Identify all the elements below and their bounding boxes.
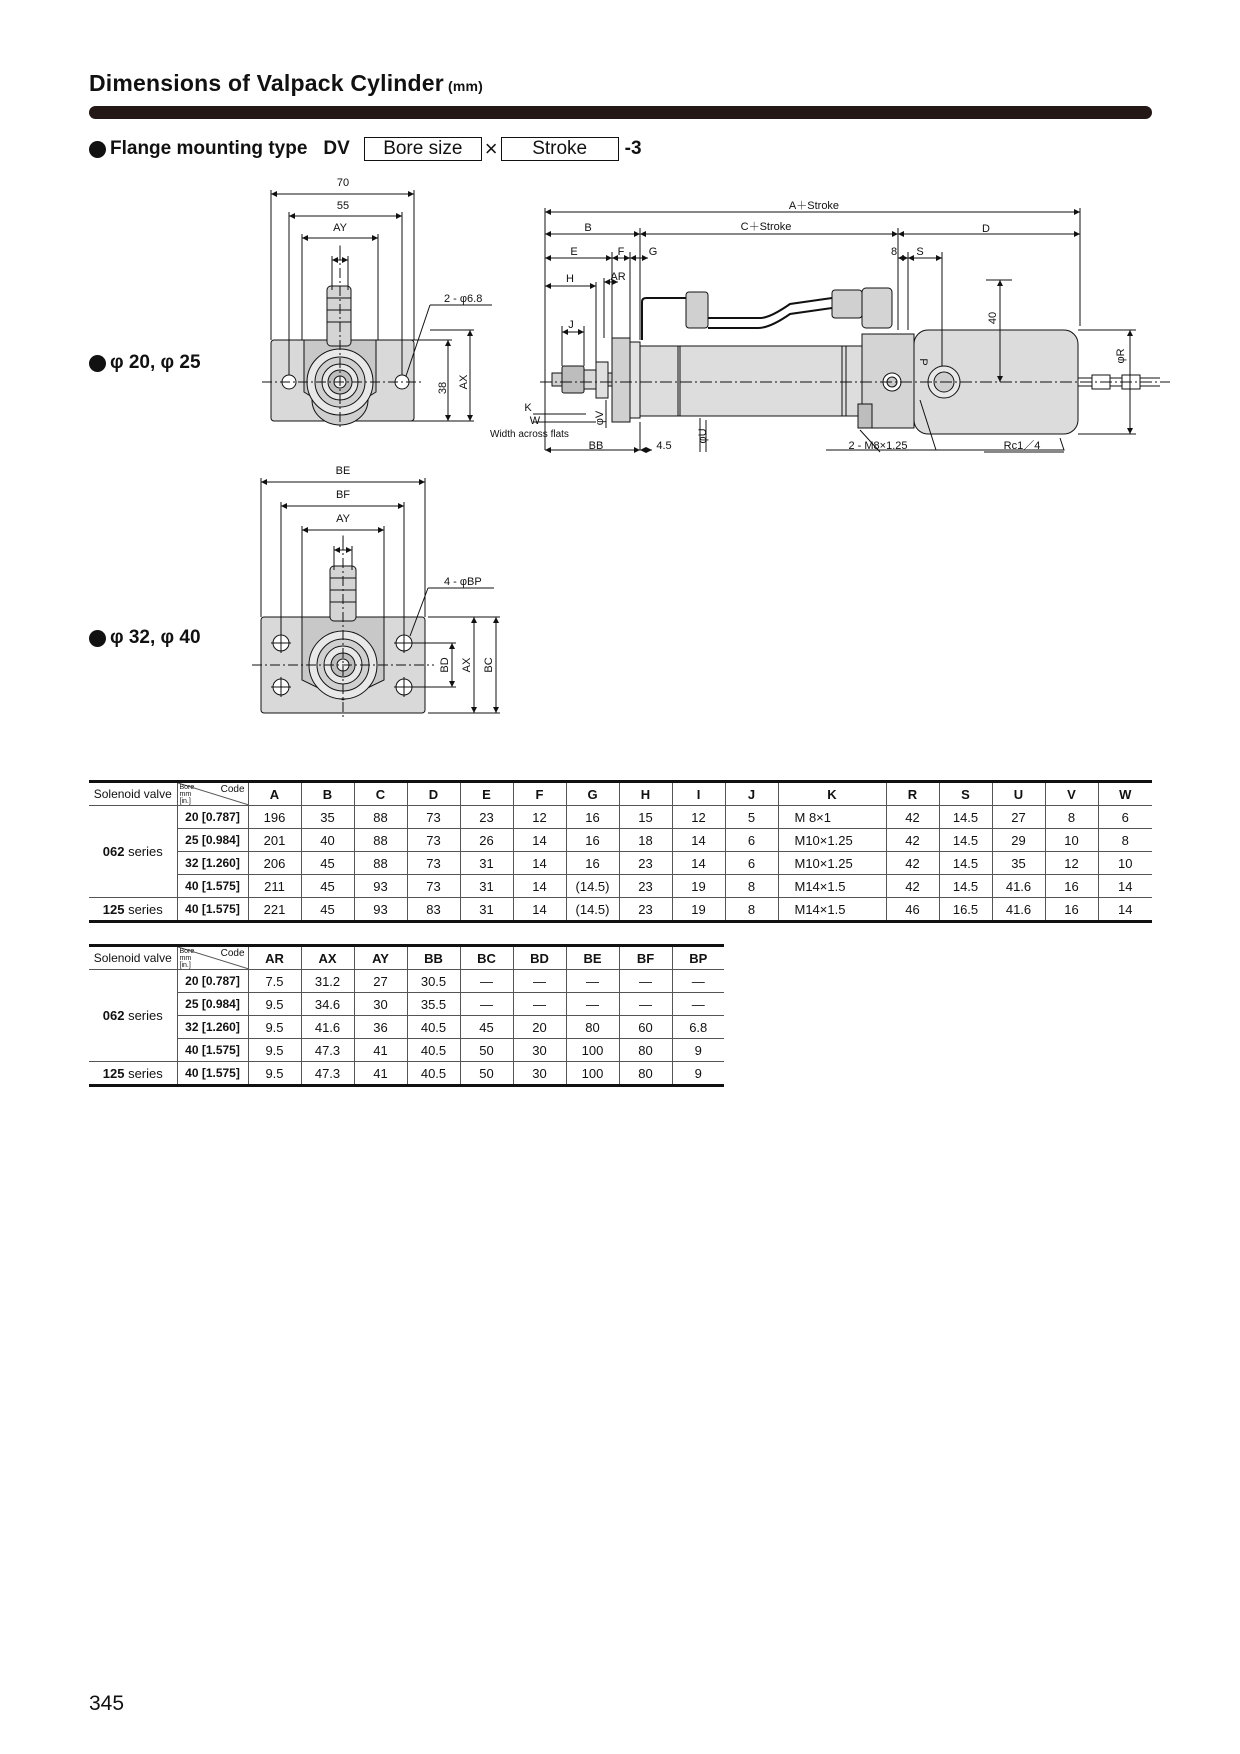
series-word: series — [128, 844, 163, 859]
series-125-number: 125 — [102, 1065, 125, 1081]
value-cell: 80 — [619, 1039, 672, 1062]
col-f: F — [513, 782, 566, 806]
value-cell: 23 — [460, 806, 513, 829]
value-cell: 31 — [460, 898, 513, 922]
dim-h-label: H — [566, 273, 574, 285]
value-cell: — — [460, 970, 513, 993]
value-cell: 19 — [672, 898, 725, 922]
dim-p-label: P — [917, 358, 929, 366]
value-cell: 40 — [301, 829, 354, 852]
value-cell: 45 — [301, 852, 354, 875]
front-view-small — [262, 190, 492, 428]
bore-cell: 40 [1.575] — [177, 898, 248, 922]
value-cell: 16.5 — [939, 898, 992, 922]
dim-i-label: I — [338, 244, 342, 256]
table-row — [89, 875, 1152, 898]
col-e: E — [460, 782, 513, 806]
value-cell: — — [619, 970, 672, 993]
value-cell: 45 — [460, 1016, 513, 1039]
value-cell: (14.5) — [566, 875, 619, 898]
table-row — [89, 852, 1152, 875]
hole-callout-2-label: 4 - φBP — [444, 576, 482, 588]
value-cell: 31 — [460, 852, 513, 875]
col-s: S — [939, 782, 992, 806]
code-header-2: Code — [220, 948, 245, 959]
title-text: Dimensions of Valpack Cylinder — [89, 70, 444, 96]
value-cell: 26 — [460, 829, 513, 852]
value-cell: 9 — [672, 1062, 724, 1086]
value-cell: 14 — [1098, 898, 1152, 922]
code-bore-header — [177, 782, 248, 806]
value-cell: 73 — [407, 852, 460, 875]
col-bp: BP — [672, 946, 724, 970]
times-sign: × — [484, 136, 498, 161]
value-cell: 16 — [566, 806, 619, 829]
page-number: 345 — [89, 1692, 125, 1715]
dim-55-label: 55 — [336, 200, 350, 212]
value-cell: — — [513, 970, 566, 993]
bore-group-large-label: φ 32, φ 40 — [110, 627, 201, 648]
value-cell: 40.5 — [407, 1039, 460, 1062]
dim-r-label: φR — [1115, 348, 1127, 364]
value-cell: 40.5 — [407, 1016, 460, 1039]
value-cell: 42 — [886, 806, 939, 829]
table1-body — [89, 806, 1152, 922]
dim-v-label: φV — [594, 410, 606, 426]
thread-m8-label: 2 - M8×1.25 — [848, 440, 908, 452]
series-062-cell — [89, 970, 177, 1062]
value-cell: 47.3 — [301, 1062, 354, 1086]
value-cell: 18 — [619, 829, 672, 852]
value-cell: — — [566, 970, 619, 993]
value-cell: 41.6 — [992, 875, 1045, 898]
value-cell: 50 — [460, 1062, 513, 1086]
value-cell: 40.5 — [407, 1062, 460, 1086]
value-cell: 29 — [992, 829, 1045, 852]
value-cell: 42 — [886, 875, 939, 898]
dim-u-label: φU — [697, 428, 709, 444]
dimensions-table-1 — [89, 780, 1152, 923]
dim-bf-label: BF — [335, 489, 351, 501]
hole-callout-label: 2 - φ6.8 — [444, 293, 483, 305]
value-cell: M 8×1 — [778, 806, 886, 829]
dim-c-label: C＋Stroke — [740, 221, 792, 233]
bore-cell: 40 [1.575] — [177, 875, 248, 898]
col-bd: BD — [513, 946, 566, 970]
series-062-cell — [89, 806, 177, 898]
dimensions-table-2 — [89, 944, 724, 1087]
dim-40-label: 40 — [987, 311, 999, 325]
series-word: series — [128, 1065, 163, 1081]
col-i: I — [672, 782, 725, 806]
value-cell: 12 — [672, 806, 725, 829]
value-cell: 80 — [619, 1062, 672, 1086]
dim-g-label: G — [648, 246, 658, 258]
table-row — [89, 806, 1152, 829]
value-cell: 9.5 — [248, 1016, 301, 1039]
col-k: K — [778, 782, 886, 806]
dim-ar-label: AR — [610, 271, 626, 283]
dim-bd-label: BD — [439, 657, 451, 673]
table-row — [89, 970, 724, 993]
solenoid-valve-header-2: Solenoid valve — [89, 946, 177, 970]
value-cell: 23 — [619, 852, 672, 875]
value-cell: 6.8 — [672, 1016, 724, 1039]
value-cell: 14.5 — [939, 806, 992, 829]
series-062-number: 062 — [102, 1008, 125, 1023]
dim-b-label: B — [584, 222, 592, 234]
value-cell: 206 — [248, 852, 301, 875]
dim-k-label: K — [524, 402, 532, 414]
col-d: D — [407, 782, 460, 806]
dim-a-label: A＋Stroke — [788, 200, 840, 212]
value-cell: 20 — [513, 1016, 566, 1039]
value-cell: 80 — [566, 1016, 619, 1039]
value-cell: 88 — [354, 852, 407, 875]
value-cell: 16 — [1045, 875, 1098, 898]
value-cell: 9 — [672, 1039, 724, 1062]
value-cell: 10 — [1045, 829, 1098, 852]
dim-ay-label: AY — [333, 222, 347, 234]
value-cell: 30 — [513, 1039, 566, 1062]
col-h: H — [619, 782, 672, 806]
value-cell: 8 — [1045, 806, 1098, 829]
value-cell: 30.5 — [407, 970, 460, 993]
value-cell: (14.5) — [566, 898, 619, 922]
value-cell: — — [672, 970, 724, 993]
table2-body — [89, 970, 724, 1086]
value-cell: 14 — [513, 852, 566, 875]
value-cell: 8 — [725, 875, 778, 898]
table-row — [89, 1062, 724, 1086]
value-cell: 42 — [886, 852, 939, 875]
dim-be-label: BE — [335, 465, 351, 477]
value-cell: 93 — [354, 875, 407, 898]
value-cell: 88 — [354, 829, 407, 852]
table-row — [89, 829, 1152, 852]
value-cell: — — [619, 993, 672, 1016]
dim-d-label: D — [982, 223, 990, 235]
value-cell: 16 — [566, 829, 619, 852]
value-cell: 50 — [460, 1039, 513, 1062]
model-suffix: -3 — [624, 138, 642, 159]
value-cell: 14 — [513, 875, 566, 898]
value-cell: M14×1.5 — [778, 875, 886, 898]
value-cell: 35.5 — [407, 993, 460, 1016]
value-cell: 41.6 — [992, 898, 1045, 922]
value-cell: 16 — [566, 852, 619, 875]
bore-header: Bore mm [in.] — [179, 784, 195, 805]
dim-ax2-label: AX — [461, 657, 473, 673]
value-cell: 73 — [407, 829, 460, 852]
series-125-cell — [89, 1062, 177, 1086]
value-cell: 14.5 — [939, 852, 992, 875]
mounting-type-label: Flange mounting type — [110, 138, 308, 159]
value-cell: 41 — [354, 1039, 407, 1062]
series-125-cell — [89, 898, 177, 922]
series-062-number: 062 — [102, 844, 125, 859]
value-cell: 9.5 — [248, 1062, 301, 1086]
value-cell: 12 — [513, 806, 566, 829]
series-125-number: 125 — [102, 901, 125, 917]
col-bc: BC — [460, 946, 513, 970]
table-row — [89, 1016, 724, 1039]
value-cell: 31.2 — [301, 970, 354, 993]
value-cell: 60 — [619, 1016, 672, 1039]
bore-header-2: Bore mm [in.] — [179, 948, 195, 969]
table2-header-row — [89, 946, 724, 970]
value-cell: 8 — [1098, 829, 1152, 852]
value-cell: 7.5 — [248, 970, 301, 993]
value-cell: 201 — [248, 829, 301, 852]
value-cell: 15 — [619, 806, 672, 829]
value-cell: 73 — [407, 806, 460, 829]
side-view — [533, 208, 1170, 452]
dim-i2-label: I — [341, 534, 345, 546]
dim-ay2-label: AY — [336, 513, 350, 525]
width-across-flats-label: Width across flats — [490, 429, 569, 440]
value-cell: 14 — [672, 829, 725, 852]
value-cell: 16 — [1045, 898, 1098, 922]
table-row — [89, 1039, 724, 1062]
table-row — [89, 898, 1152, 922]
col-bb: BB — [407, 946, 460, 970]
value-cell: 23 — [619, 875, 672, 898]
series-word: series — [128, 1008, 163, 1023]
bore-cell: 40 [1.575] — [177, 1062, 248, 1086]
value-cell: 100 — [566, 1062, 619, 1086]
value-cell: 14.5 — [939, 829, 992, 852]
col-g: G — [566, 782, 619, 806]
value-cell: 12 — [1045, 852, 1098, 875]
table-row — [89, 993, 724, 1016]
value-cell: 35 — [301, 806, 354, 829]
value-cell: 73 — [407, 875, 460, 898]
dim-ax-label: AX — [458, 374, 470, 390]
series-word: series — [128, 901, 163, 917]
value-cell: 100 — [566, 1039, 619, 1062]
value-cell: 45 — [301, 898, 354, 922]
port-rc-label: Rc1／4 — [1003, 440, 1041, 452]
value-cell: 30 — [354, 993, 407, 1016]
value-cell: 6 — [1098, 806, 1152, 829]
value-cell: 35 — [992, 852, 1045, 875]
col-j: J — [725, 782, 778, 806]
value-cell: 93 — [354, 898, 407, 922]
col-v: V — [1045, 782, 1098, 806]
dim-bb-label: BB — [588, 440, 604, 452]
value-cell: 42 — [886, 829, 939, 852]
value-cell: 10 — [1098, 852, 1152, 875]
col-r: R — [886, 782, 939, 806]
value-cell: M14×1.5 — [778, 898, 886, 922]
front-view-large — [252, 478, 500, 720]
value-cell: 88 — [354, 806, 407, 829]
value-cell: — — [513, 993, 566, 1016]
value-cell: 27 — [354, 970, 407, 993]
value-cell: 34.6 — [301, 993, 354, 1016]
dim-38-label: 38 — [437, 381, 449, 395]
solenoid-valve-header: Solenoid valve — [89, 782, 177, 806]
bore-cell: 20 [0.787] — [177, 806, 248, 829]
value-cell: 30 — [513, 1062, 566, 1086]
value-cell: — — [566, 993, 619, 1016]
value-cell: 9.5 — [248, 993, 301, 1016]
value-cell: 23 — [619, 898, 672, 922]
col-a: A — [248, 782, 301, 806]
value-cell: — — [672, 993, 724, 1016]
col-ar: AR — [248, 946, 301, 970]
value-cell: M10×1.25 — [778, 829, 886, 852]
stroke-box: Stroke — [501, 137, 619, 161]
bore-cell: 32 [1.260] — [177, 852, 248, 875]
value-cell: 46 — [886, 898, 939, 922]
dim-w-label: W — [529, 415, 541, 427]
value-cell: 83 — [407, 898, 460, 922]
value-cell: 41.6 — [301, 1016, 354, 1039]
value-cell: 6 — [725, 829, 778, 852]
value-cell: 14.5 — [939, 875, 992, 898]
col-w: W — [1098, 782, 1152, 806]
col-be: BE — [566, 946, 619, 970]
dim-f-label: F — [617, 246, 625, 258]
model-prefix: DV — [323, 138, 350, 159]
dim-s-label: S — [916, 246, 924, 258]
col-c: C — [354, 782, 407, 806]
code-bore-header-2 — [177, 946, 248, 970]
dim-bc-label: BC — [483, 657, 495, 673]
value-cell: 41 — [354, 1062, 407, 1086]
col-ax: AX — [301, 946, 354, 970]
value-cell: 14 — [513, 829, 566, 852]
value-cell: 14 — [513, 898, 566, 922]
value-cell: 31 — [460, 875, 513, 898]
col-bf: BF — [619, 946, 672, 970]
code-header: Code — [220, 784, 245, 795]
title-unit: (mm) — [447, 78, 483, 94]
dim-8-label: 8 — [890, 246, 898, 258]
bore-cell: 25 [0.984] — [177, 993, 248, 1016]
bore-size-box: Bore size — [364, 137, 482, 161]
value-cell: 36 — [354, 1016, 407, 1039]
bore-group-small-label: φ 20, φ 25 — [110, 352, 201, 373]
value-cell: 47.3 — [301, 1039, 354, 1062]
dim-j-label: J — [568, 319, 574, 331]
col-ay: AY — [354, 946, 407, 970]
value-cell: 8 — [725, 898, 778, 922]
value-cell: 27 — [992, 806, 1045, 829]
bore-cell: 20 [0.787] — [177, 970, 248, 993]
value-cell: 5 — [725, 806, 778, 829]
value-cell: 19 — [672, 875, 725, 898]
value-cell: 211 — [248, 875, 301, 898]
value-cell: — — [460, 993, 513, 1016]
bore-cell: 25 [0.984] — [177, 829, 248, 852]
value-cell: 14 — [1098, 875, 1152, 898]
table1-header-row — [89, 782, 1152, 806]
dim-70-label: 70 — [336, 177, 350, 189]
value-cell: 45 — [301, 875, 354, 898]
col-b: B — [301, 782, 354, 806]
bore-cell: 32 [1.260] — [177, 1016, 248, 1039]
value-cell: 196 — [248, 806, 301, 829]
value-cell: 6 — [725, 852, 778, 875]
technical-drawings — [0, 0, 1240, 760]
value-cell: 14 — [672, 852, 725, 875]
dim-4-5-label: 4.5 — [656, 440, 672, 452]
dim-e-label: E — [570, 246, 578, 258]
value-cell: M10×1.25 — [778, 852, 886, 875]
bore-cell: 40 [1.575] — [177, 1039, 248, 1062]
value-cell: 9.5 — [248, 1039, 301, 1062]
value-cell: 221 — [248, 898, 301, 922]
col-u: U — [992, 782, 1045, 806]
